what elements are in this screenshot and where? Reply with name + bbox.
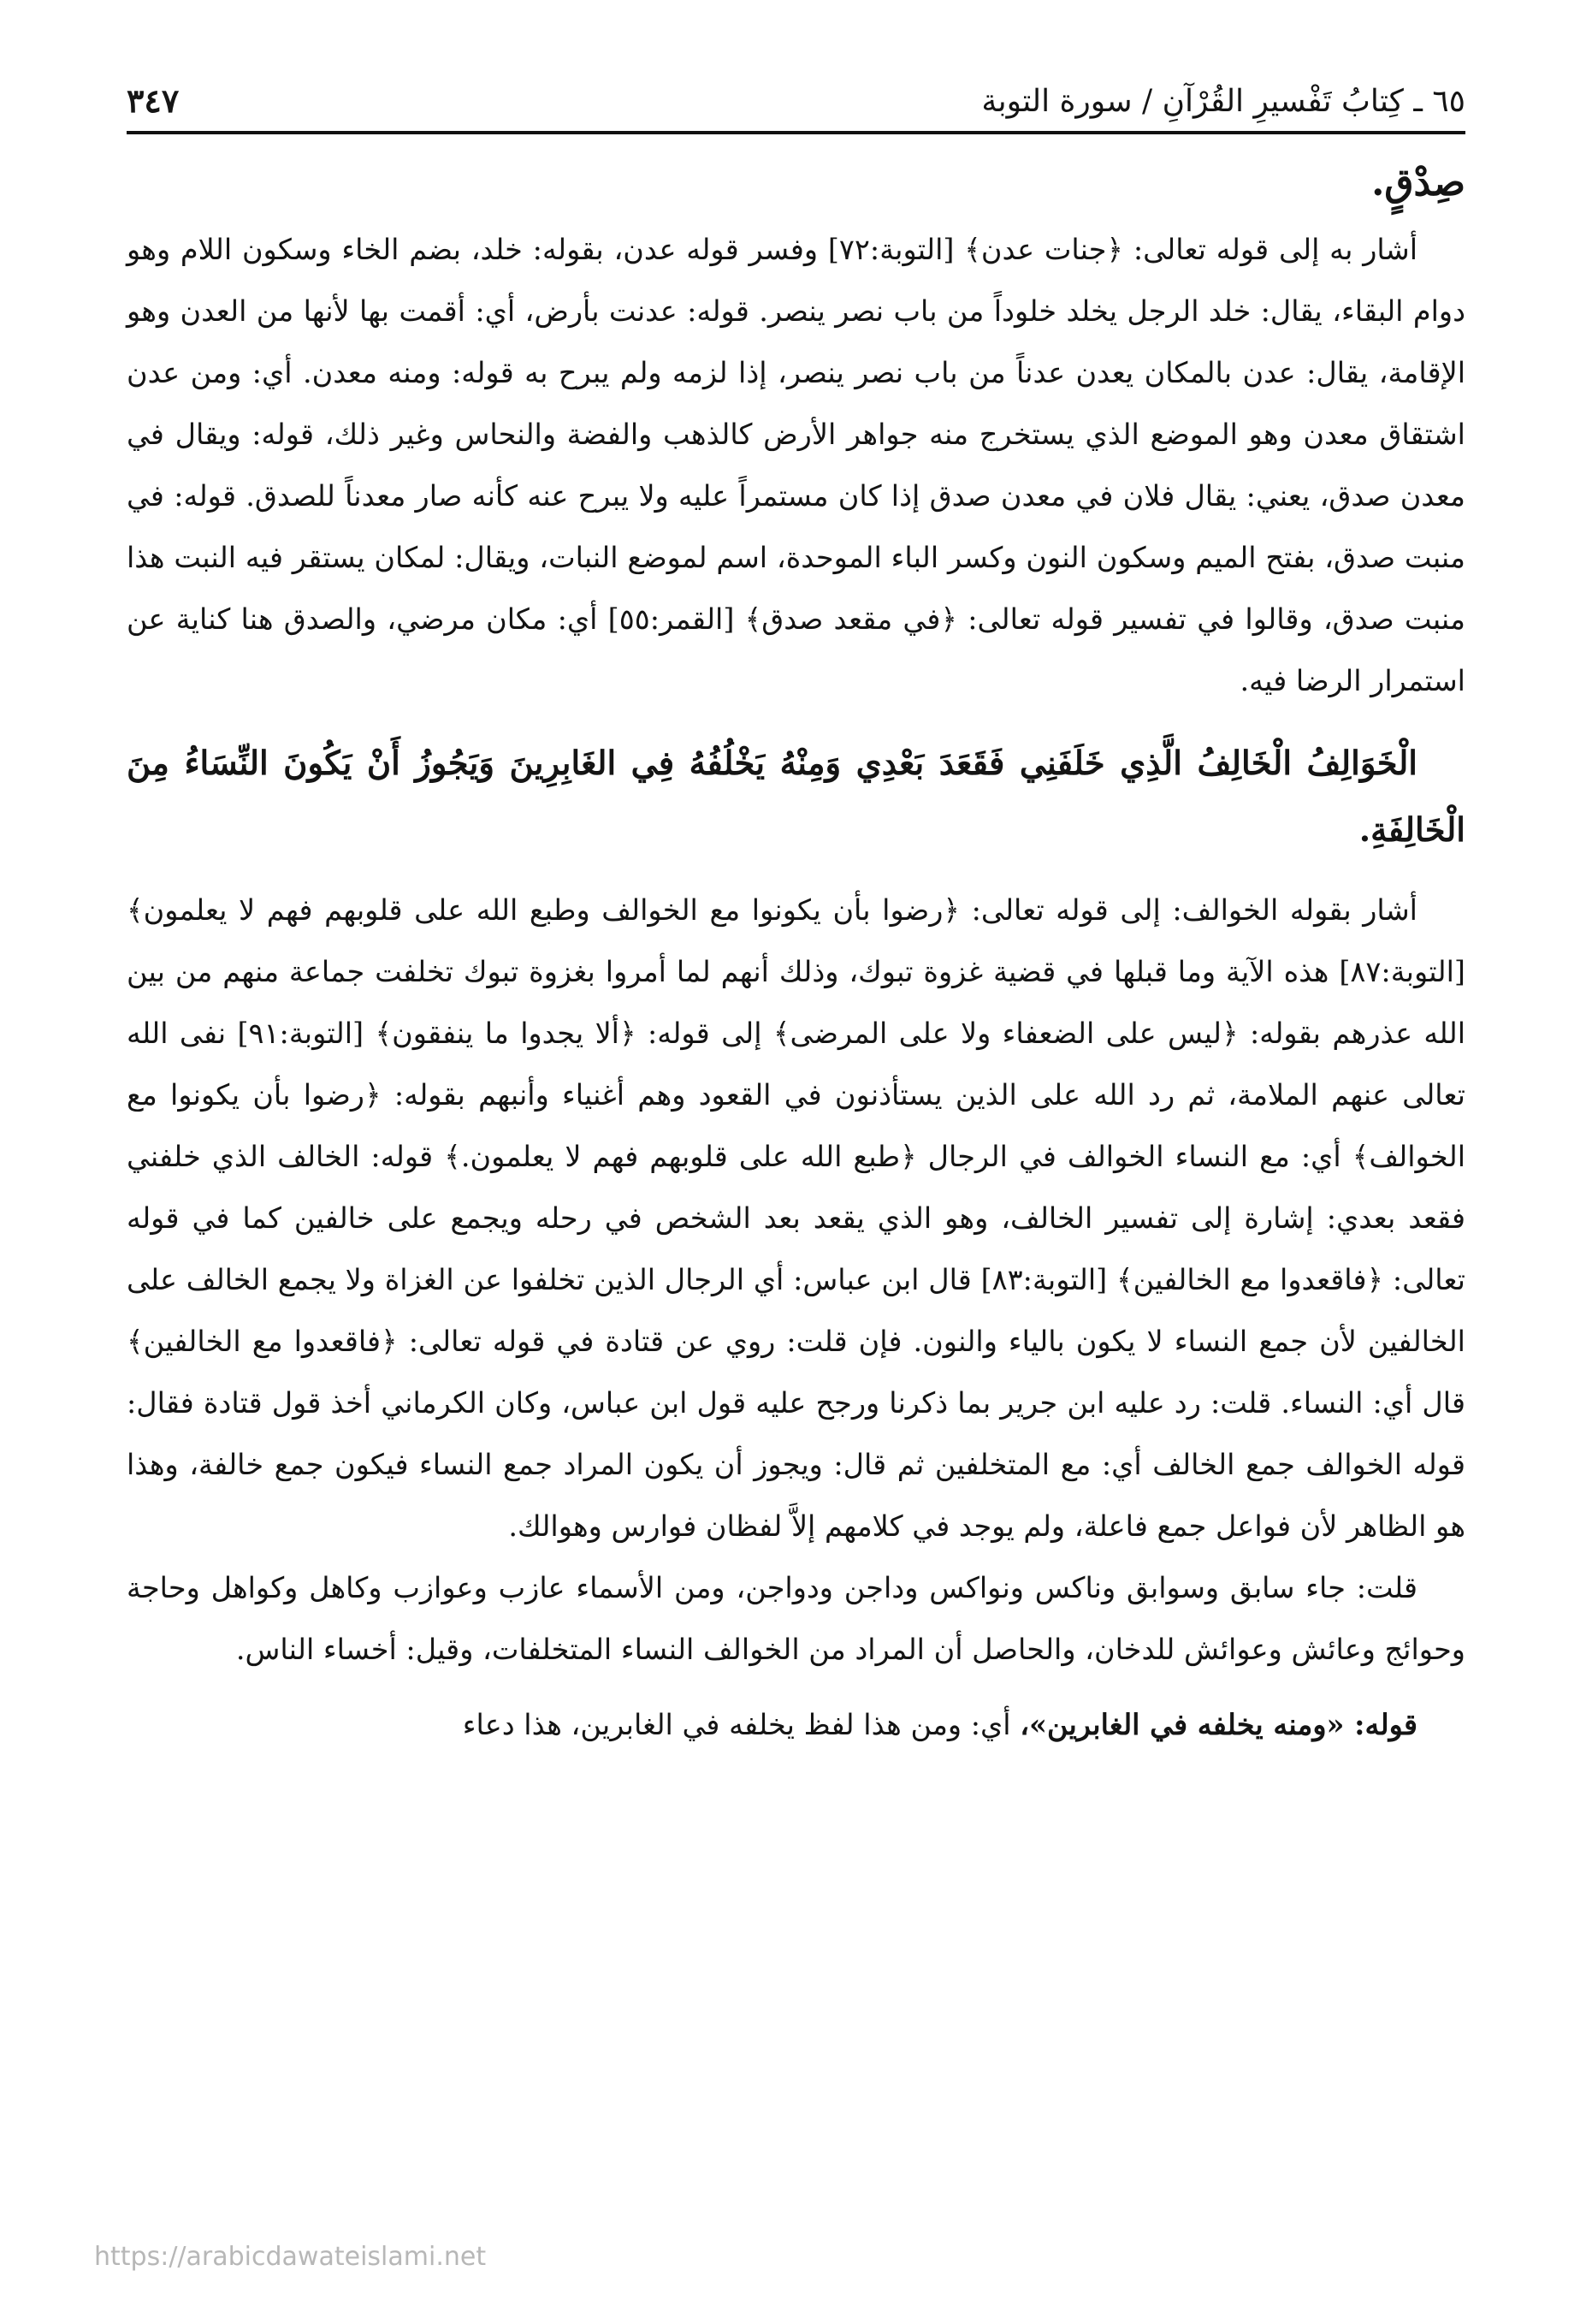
section-heading: الْخَوَالِفُ الْخَالِفُ الَّذِي خَلَفَنِي فَقَعَدَ بَعْدِي وَمِنْهُ يَخْلُفُهُ فِي الغَابِرِينَ وَيَجُوزُ أَنْ يَكُونَ النِّسَاءُ مِنَ الْخَالِفَةِ. <box>127 744 1465 851</box>
final-label: قوله: «ومنه يخلفه في الغابرين»، <box>1020 1708 1417 1742</box>
paragraph-commentary-2: أشار بقوله الخوالف: إلى قوله تعالى: ﴿رضوا بأن يكونوا مع الخوالف وطبع الله على قلوبهم فهم لا يعلمون﴾ [التوبة:٨٧] هذه الآية وما قبلها في قضية غزوة تبوك، وذلك أنهم لما أمروا بغزوة تبوك تخلفت جماعة منهم من بين الله عذرهم بقوله: ﴿ليس على الضعفاء ولا على المرضى﴾ إلى قوله: ﴿ألا يجدوا ما ينفقون﴾ [التوبة:٩١] نفى الله تعالى عنهم الملامة، ثم رد الله على الذين يستأذنون في القعود وهم أغنياء وأنبهم بقوله: ﴿رضوا بأن يكونوا مع الخوالف﴾ أي: مع النساء الخوالف في الرجال ﴿طبع الله على قلوبهم فهم لا يعلمون.﴾ قوله: الخالف الذي خلفني فقعد بعدي: إشارة إلى تفسير الخالف، وهو الذي يقعد بعد الشخص في رحله ويجمع على خالفين كما في قوله تعالى: ﴿فاقعدوا مع الخالفين﴾ [التوبة:٨٣] قال ابن عباس: أي الرجال الذين تخلفوا عن الغزاة ولا يجمع الخالف على الخالفين لأن جمع النساء لا يكون بالياء والنون. فإن قلت: روي عن قتادة في قوله تعالى: ﴿فاقعدوا مع الخالفين﴾ قال أي: النساء. قلت: رد عليه ابن جرير بما ذكرنا ورجح عليه قول ابن عباس، وكان الكرماني أخذ قول قتادة فقال: قوله الخوالف جمع الخالف أي: مع المتخلفين ثم قال: ويجوز أن يكون المراد جمع النساء فيكون جمع خالفة، وهذا هو الظاهر لأن فواعل جمع فاعلة، ولم يوجد في كلامهم إلاَّ لفظان فوارس وهوالك. <box>127 893 1465 1544</box>
watermark-url: https://arabicdawateislami.net <box>94 2242 487 2272</box>
paragraph-commentary-3: قلت: جاء سابق وسوابق وناكس ونواكس وداجن ودواجن، ومن الأسماء عازب وعوازب وكاهل وكواهل وحاجة وحوائج وعائش وعوائش للدخان، والحاصل أن المراد من الخوالف النساء المتخلفات، وقيل: أخساء الناس. <box>127 1571 1465 1667</box>
final-text: أي: ومن هذا لفظ يخلفه في الغابرين، هذا دعاء <box>462 1708 1011 1742</box>
page-number: ٣٤٧ <box>127 81 180 120</box>
running-header <box>127 81 1465 134</box>
paragraph-final <box>127 1694 1465 1756</box>
lead-word: صِدْقٍ. <box>1371 160 1465 205</box>
paragraph-commentary-1: أشار به إلى قوله تعالى: ﴿جنات عدن﴾ [التوبة:٧٢] وفسر قوله عدن، بقوله: خلد، بضم الخاء وسكون اللام وهو دوام البقاء، يقال: خلد الرجل يخلد خلوداً من باب نصر ينصر. قوله: عدنت بأرض، أي: أقمت بها لأنها من العدن وهو الإقامة، يقال: عدن بالمكان يعدن عدناً من باب نصر ينصر، إذا لزمه ولم يبرح به قوله: ومنه معدن. أي: ومن عدن اشتقاق معدن وهو الموضع الذي يستخرج منه جواهر الأرض كالذهب والفضة والنحاس وغير ذلك، قوله: ويقال في معدن صدق، يعني: يقال فلان في معدن صدق إذا كان مستمراً عليه ولا يبرح عنه كأنه صار معدناً للصدق. قوله: في منبت صدق، بفتح الميم وسكون النون وكسر الباء الموحدة، اسم لموضع النبات، ويقال: لمكان يستقر فيه النبت هذا منبت صدق، وقالوا في تفسير قوله تعالى: ﴿في مقعد صدق﴾ [القمر:٥٥] أي: مكان مرضي، والصدق هنا كناية عن استمرار الرضا فيه. <box>127 233 1465 698</box>
header-title: ٦٥ ـ كِتابُ تَفْسيرِ القُرْآنِ / سورة التوبة <box>981 84 1465 120</box>
